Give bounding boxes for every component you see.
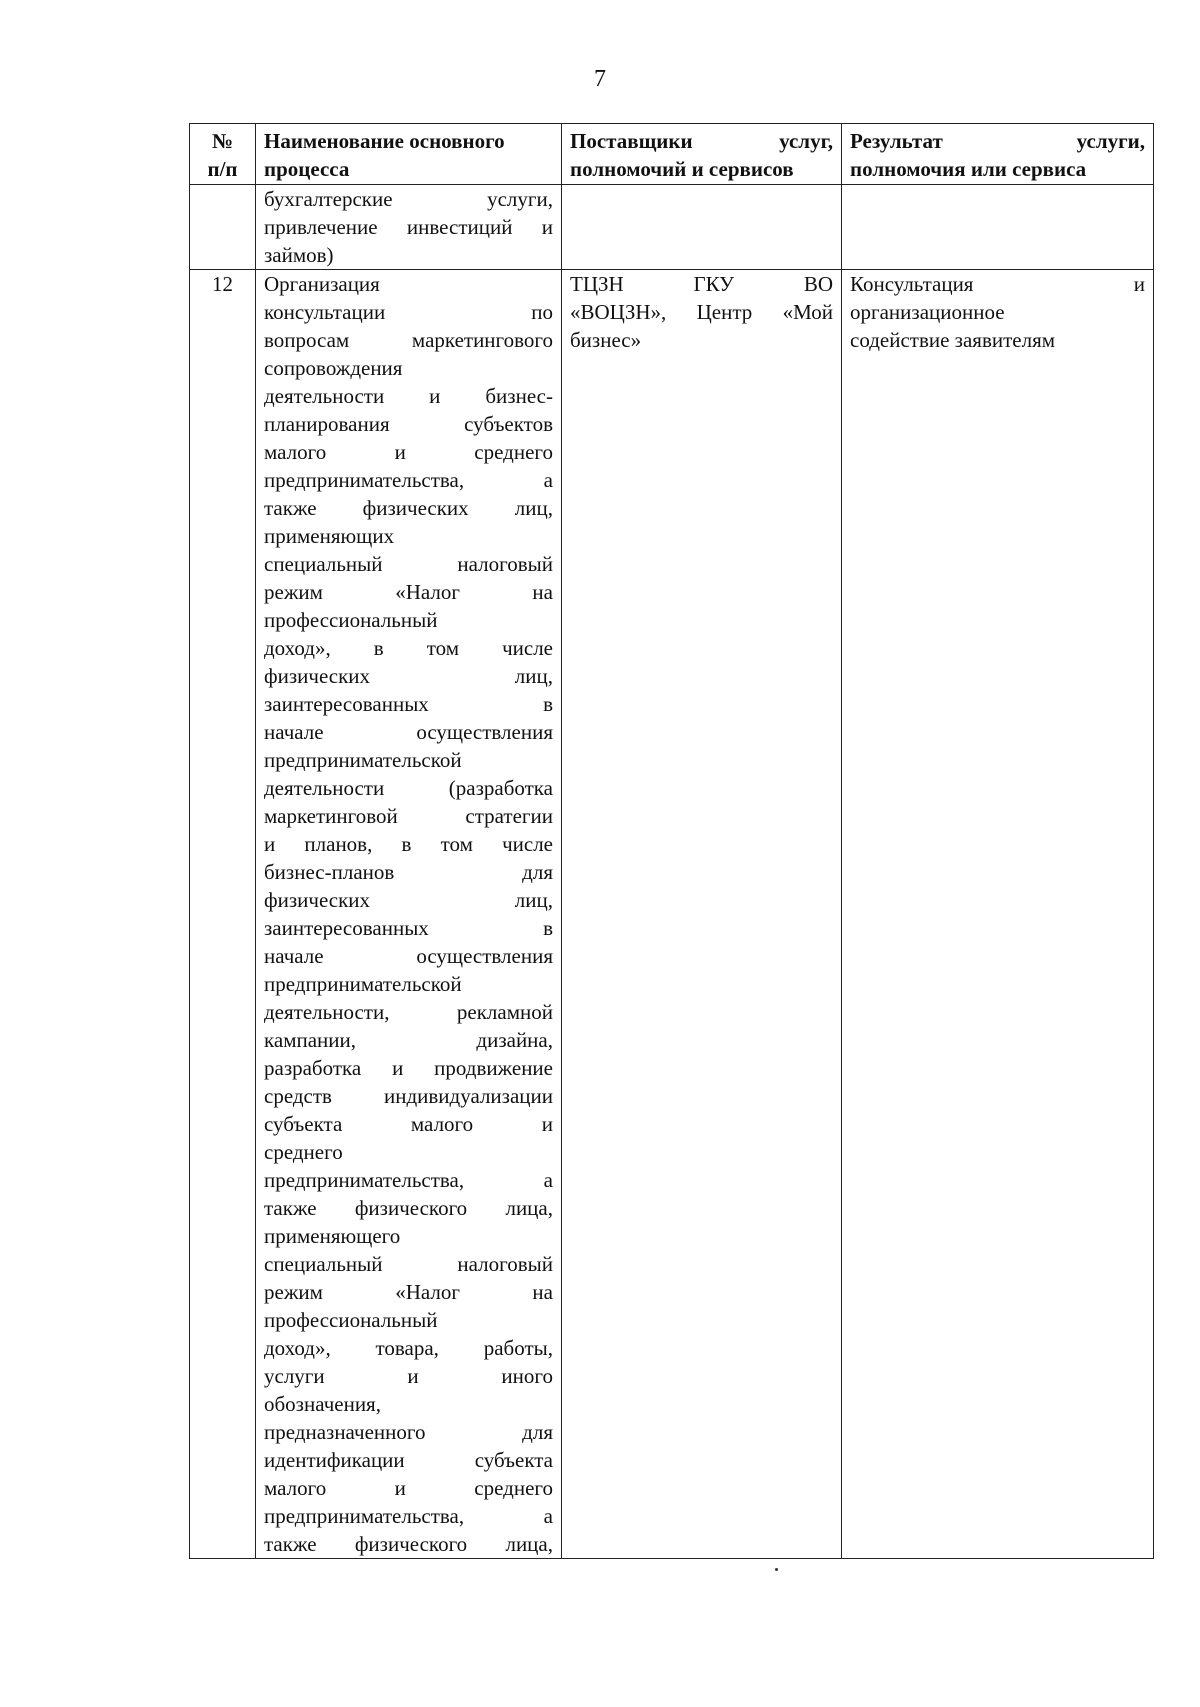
header-providers xyxy=(562,124,842,185)
cell-text-line: также физических лиц, xyxy=(264,496,553,520)
cell-text-line: консультации по xyxy=(264,300,553,324)
cell-text-line: бухгалтерские услуги, xyxy=(264,187,553,211)
cell-text-line: специальный налоговый xyxy=(264,552,553,576)
row-process-name xyxy=(256,185,562,270)
cell-text-line: заинтересованных в xyxy=(264,692,553,716)
table-header-row xyxy=(190,124,1154,185)
page-number: 7 xyxy=(594,66,606,92)
header-process-name-line-2: процесса xyxy=(264,157,350,181)
cell-text-line: «ВОЦЗН», Центр «Мой xyxy=(570,300,833,324)
cell-text-line: бизнес-планов для xyxy=(264,860,553,884)
cell-text-line: займов) xyxy=(264,243,334,267)
table-row xyxy=(190,270,1154,1559)
table-row xyxy=(190,185,1154,270)
cell-text-line: маркетинговой стратегии xyxy=(264,804,553,828)
cell-text-line: предпринимательской xyxy=(264,972,462,996)
cell-text-line: начале осуществления xyxy=(264,720,553,744)
services-table xyxy=(189,123,1154,1559)
cell-text-line: предпринимательства, а xyxy=(264,1504,553,1528)
header-number-line-1: № xyxy=(211,129,234,153)
header-process-name-line-1: Наименование основного xyxy=(264,129,505,153)
cell-text-line: содействие заявителям xyxy=(850,328,1056,352)
row-result xyxy=(842,185,1154,270)
cell-text-line: заинтересованных в xyxy=(264,916,553,940)
row-process-name xyxy=(256,270,562,1559)
cell-text-line: и планов, в том числе xyxy=(264,832,553,856)
cell-text-line: предназначенного для xyxy=(264,1420,553,1444)
header-providers-line-2: полномочий и сервисов xyxy=(570,157,794,181)
cell-text-line: сопровождения xyxy=(264,356,403,380)
header-process-name xyxy=(256,124,562,185)
cell-text-line: идентификации субъекта xyxy=(264,1448,553,1472)
cell-text-line: Консультация и xyxy=(850,272,1145,296)
cell-text-line: предпринимательской xyxy=(264,748,462,772)
row-providers xyxy=(562,185,842,270)
row-result xyxy=(842,270,1154,1559)
cell-text-line: бизнес» xyxy=(570,328,642,352)
row-number xyxy=(190,185,256,270)
table-body xyxy=(190,185,1154,1559)
cell-text-line: субъекта малого и xyxy=(264,1112,553,1136)
row-providers xyxy=(562,270,842,1559)
cell-text-line: вопросам маркетингового xyxy=(264,328,553,352)
cell-text-line: деятельности (разработка xyxy=(264,776,553,800)
cell-text-line: ТЦЗН ГКУ ВО xyxy=(570,272,833,296)
cell-text-line: режим «Налог на xyxy=(264,580,553,604)
header-result-line-1: Результат услуги, xyxy=(850,129,1145,153)
cell-text-line: обозначения, xyxy=(264,1392,381,1416)
header-number-line-2: п/п xyxy=(207,157,238,181)
cell-text-line: кампании, дизайна, xyxy=(264,1028,553,1052)
cell-text-line: Организация xyxy=(264,272,380,296)
cell-text-line: средств индивидуализации xyxy=(264,1084,553,1108)
header-number xyxy=(190,124,256,185)
cell-text-line: предпринимательства, а xyxy=(264,1168,553,1192)
cell-text-line: профессиональный xyxy=(264,608,438,632)
cell-text-line: начале осуществления xyxy=(264,944,553,968)
cell-text-line: профессиональный xyxy=(264,1308,438,1332)
cell-text-line: деятельности и бизнес- xyxy=(264,384,553,408)
cell-text-line: планирования субъектов xyxy=(264,412,553,436)
cell-text-line: доход», в том числе xyxy=(264,636,553,660)
cell-text-line: организационное xyxy=(850,300,1005,324)
row-number: 12 xyxy=(190,270,256,1559)
cell-text-line: предпринимательства, а xyxy=(264,468,553,492)
cell-text-line: разработка и продвижение xyxy=(264,1056,553,1080)
cell-text-line: малого и среднего xyxy=(264,1476,553,1500)
cell-text-line: также физического лица, xyxy=(264,1532,553,1556)
header-result-line-2: полномочия или сервиса xyxy=(850,157,1087,181)
cell-text-line: применяющего xyxy=(264,1224,401,1248)
header-result xyxy=(842,124,1154,185)
cell-text-line: доход», товара, работы, xyxy=(264,1336,553,1360)
cell-text-line: режим «Налог на xyxy=(264,1280,553,1304)
cell-text-line: физических лиц, xyxy=(264,664,553,688)
cell-text-line: привлечение инвестиций и xyxy=(264,215,553,239)
cell-text-line: малого и среднего xyxy=(264,440,553,464)
cell-text-line: также физического лица, xyxy=(264,1196,553,1220)
cell-text-line: деятельности, рекламной xyxy=(264,1000,553,1024)
scan-dot-mark xyxy=(775,1568,778,1571)
cell-text-line: физических лиц, xyxy=(264,888,553,912)
header-providers-line-1: Поставщики услуг, xyxy=(570,129,833,153)
cell-text-line: услуги и иного xyxy=(264,1364,553,1388)
cell-text-line: специальный налоговый xyxy=(264,1252,553,1276)
cell-text-line: среднего xyxy=(264,1140,343,1164)
cell-text-line: применяющих xyxy=(264,524,395,548)
